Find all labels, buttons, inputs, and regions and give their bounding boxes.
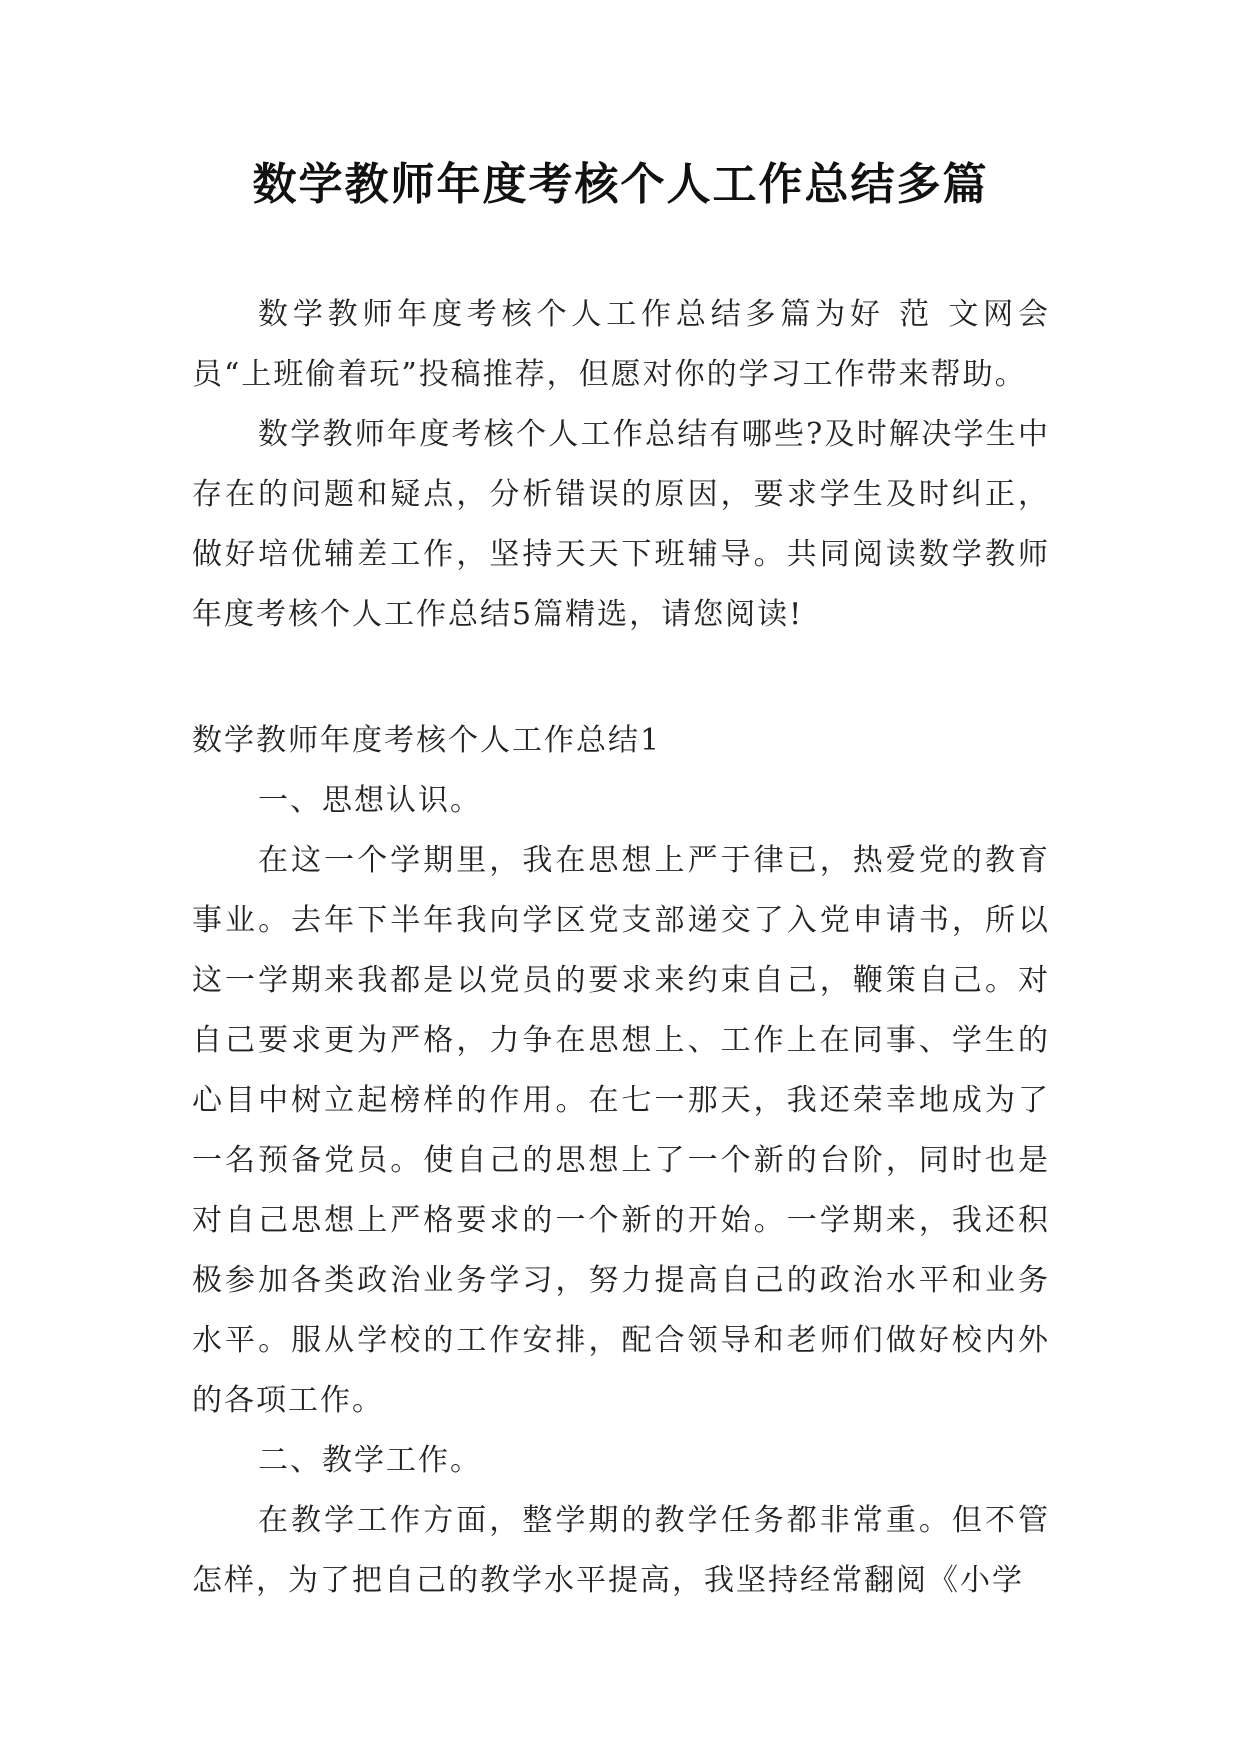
- document-body: [192, 285, 1050, 1611]
- paragraph-ideology: 在这一个学期里，我在思想上严于律已，热爱党的教育事业。去年下半年我向学区党支部递交了入党申请书，所以这一学期来我都是以党员的要求来约束自己，鞭策自己。对自己要求更为严格，力争在思想上、工作上在同事、学生的心目中树立起榜样的作用。在七一那天，我还荣幸地成为了一名预备党员。使自己的思想上了一个新的台阶，同时也是对自己思想上严格要求的一个新的开始。一学期来，我还积极参加各类政治业务学习，努力提高自己的政治水平和业务水平。服从学校的工作安排，配合领导和老师们做好校内外的各项工作。: [192, 843, 1050, 1418]
- subheading-teaching: 二、教学工作。: [258, 1443, 482, 1478]
- paragraph-teaching: 在教学工作方面，整学期的教学任务都非常重。但不管怎样，为了把自己的教学水平提高，我坚持经常翻阅《小学: [192, 1503, 1050, 1598]
- subheading-ideology: 一、思想认识。: [258, 783, 482, 818]
- intro-paragraph-2: 数学教师年度考核个人工作总结有哪些?及时解决学生中存在的问题和疑点，分析错误的原因，要求学生及时纠正，做好培优辅差工作，坚持天天下班辅导。共同阅读数学教师年度考核个人工作总结5篇精选，请您阅读!: [192, 417, 1050, 632]
- intro-paragraph-1: 数学教师年度考核个人工作总结多篇为好 范 文网会员“上班偷着玩”投稿推荐，但愿对你的学习工作带来帮助。: [192, 297, 1050, 392]
- document-title: 数学教师年度考核个人工作总结多篇: [252, 159, 989, 210]
- section-heading: 数学教师年度考核个人工作总结1: [192, 723, 662, 758]
